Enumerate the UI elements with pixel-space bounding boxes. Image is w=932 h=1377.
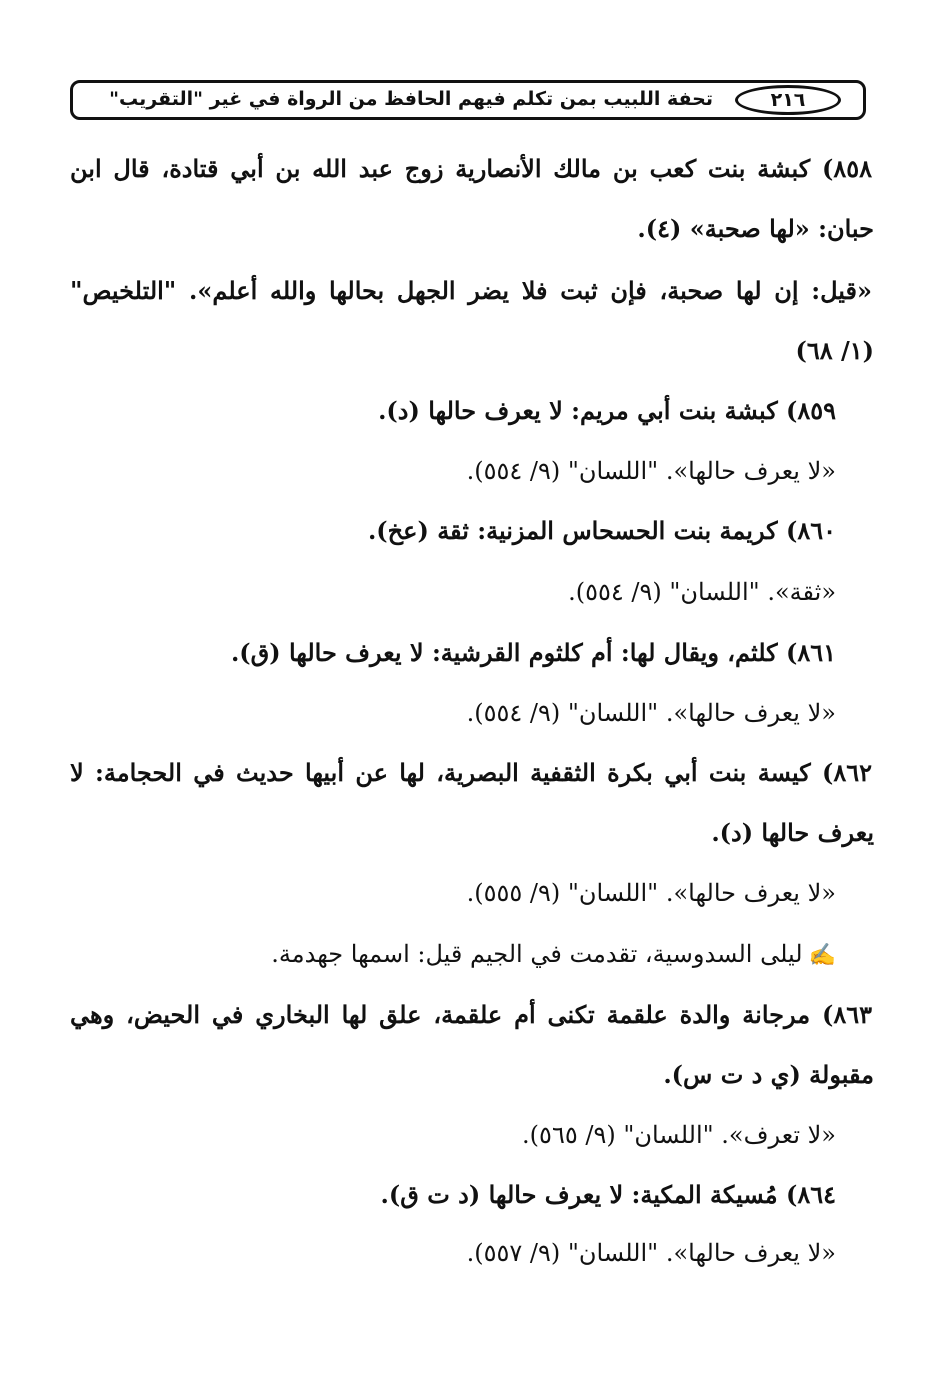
quote-860: «ثقة». "اللسان" (٩/ ٥٥٤).: [568, 578, 836, 606]
quote-864: «لا يعرف حالها». "اللسان" (٩/ ٥٥٧).: [466, 1239, 836, 1267]
note-layla: [271, 937, 836, 973]
quote-861: «لا يعرف حالها». "اللسان" (٩/ ٥٥٤).: [466, 699, 836, 727]
entry-860: ٨٦٠) كريمة بنت الحسحاس المزنية: ثقة (عخ).: [367, 516, 836, 545]
book-title: تحفة اللبيب بمن تكلم فيهم الحافظ من الرواة في غير "التقريب": [109, 88, 713, 110]
entry-858-cont: حبان: «لها صحبة» (٤).: [637, 214, 874, 243]
quote-858-ref: (١/ ٦٨): [795, 336, 874, 365]
quote-863: «لا تعرف». "اللسان" (٩/ ٥٦٥).: [522, 1121, 836, 1149]
entry-861: ٨٦١) كلثم، ويقال لها: أم كلثوم القرشية: لا يعرف حالها (ق).: [230, 638, 836, 667]
quote-862: «لا يعرف حالها». "اللسان" (٩/ ٥٥٥).: [466, 879, 836, 907]
entry-864: ٨٦٤) مُسيكة المكية: لا يعرف حالها (د ت ق).: [380, 1180, 836, 1209]
entry-863-cont: مقبولة (ي د ت س).: [663, 1060, 874, 1089]
quote-858: «قيل: إن لها صحبة، فإن ثبت فلا يضر الجهل بحالها والله أعلم». "التلخيص": [70, 276, 872, 305]
quote-859: «لا يعرف حالها». "اللسان" (٩/ ٥٥٤).: [466, 457, 836, 485]
running-header: [70, 80, 866, 120]
note-layla-text: ليلى السدوسية، تقدمت في الجيم قيل: اسمها جهدمة.: [271, 940, 803, 968]
writing-hand-icon: ✍: [808, 943, 836, 968]
entry-858: ٨٥٨) كبشة بنت كعب بن مالك الأنصارية زوج عبد الله بن أبي قتادة، قال ابن: [70, 154, 872, 183]
entry-863: ٨٦٣) مرجانة والدة علقمة تكنى أم علقمة، علق لها البخاري في الحيض، وهي: [70, 1000, 872, 1029]
page-number: ٢١٦: [735, 85, 841, 115]
entry-859: ٨٥٩) كبشة بنت أبي مريم: لا يعرف حالها (د).: [378, 396, 836, 425]
entry-862: ٨٦٢) كيسة بنت أبي بكرة الثقفية البصرية، لها عن أبيها حديث في الحجامة: لا: [70, 758, 872, 787]
entry-862-cont: يعرف حالها (د).: [711, 818, 874, 847]
